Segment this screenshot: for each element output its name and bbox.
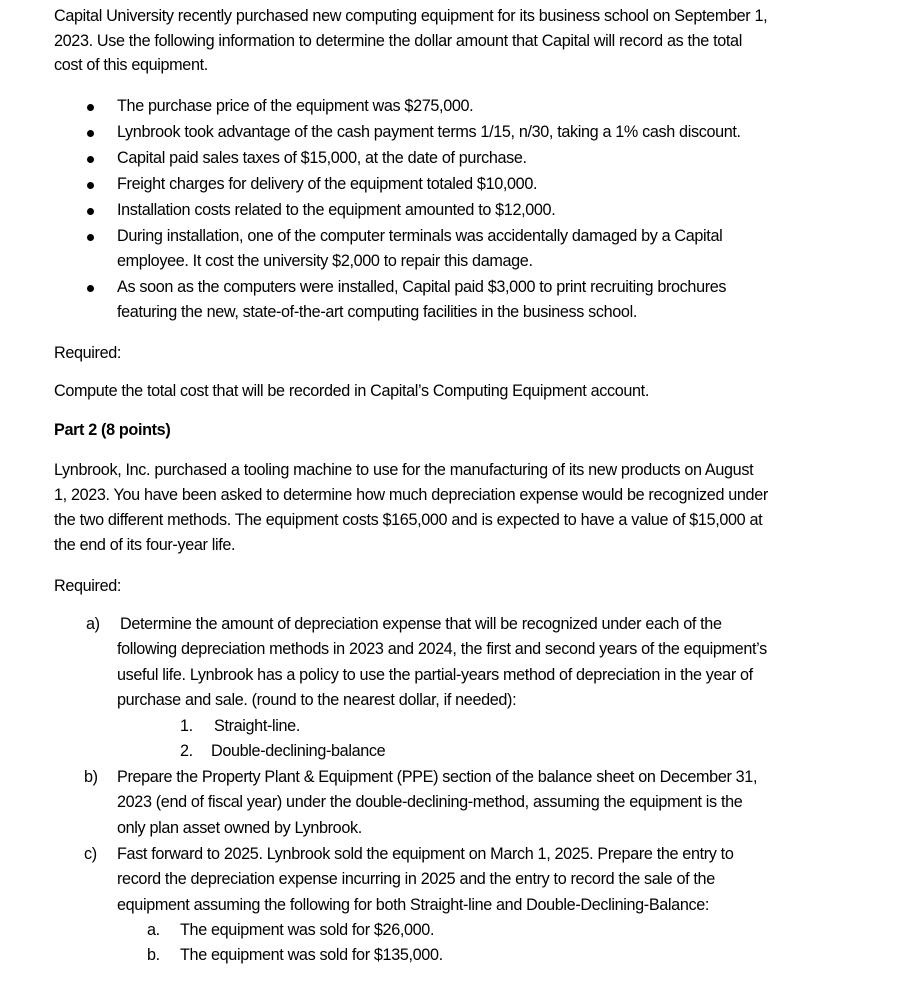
intro-line: 2023. Use the following information to determine the dollar amount that Capital will record as the total xyxy=(54,32,742,50)
list-item: Lynbrook took advantage of the cash payment terms 1/15, n/30, taking a 1% cash discount. xyxy=(117,123,741,141)
list-item: As soon as the computers were installed, Capital paid $3,000 to print recruiting brochures xyxy=(117,278,727,296)
required-text: Compute the total cost that will be recorded in Capital’s Computing Equipment account. xyxy=(54,382,649,400)
part2-line: the end of its four-year life. xyxy=(54,536,236,554)
item-line: purchase and sale. (round to the nearest dollar, if needed): xyxy=(117,691,517,709)
part2-line: the two different methods. The equipment costs $165,000 and is expected to have a value of $15,000 at xyxy=(54,511,763,529)
item-line: equipment assuming the following for both Straight-line and Double-Declining-Balance: xyxy=(117,896,710,914)
item-line: only plan asset owned by Lynbrook. xyxy=(117,819,362,837)
bullet-icon xyxy=(87,104,94,111)
required-label: Required: xyxy=(54,577,122,595)
part2-line: Lynbrook, Inc. purchased a tooling machine to use for the manufacturing of its new products on August xyxy=(54,461,754,479)
item-line: Fast forward to 2025. Lynbrook sold the equipment on March 1, 2025. Prepare the entry to xyxy=(117,845,734,863)
list-item-continuation: featuring the new, state-of-the-art computing facilities in the business school. xyxy=(117,303,637,321)
bullet-icon xyxy=(87,234,94,241)
list-item: Installation costs related to the equipment amounted to $12,000. xyxy=(117,201,556,219)
bullet-icon xyxy=(87,182,94,189)
list-item: The purchase price of the equipment was $275,000. xyxy=(117,97,474,115)
item-line: record the depreciation expense incurring in 2025 and the entry to record the sale of the xyxy=(117,870,715,888)
subitem-marker: a. xyxy=(147,921,160,939)
bullet-icon xyxy=(87,156,94,163)
item-marker: c) xyxy=(84,845,97,863)
bullet-icon xyxy=(87,285,94,292)
subitem-text: The equipment was sold for $26,000. xyxy=(180,921,435,939)
part2-heading: Part 2 (8 points) xyxy=(54,421,171,439)
item-marker: b) xyxy=(84,768,98,786)
item-line: Determine the amount of depreciation expense that will be recognized under each of the xyxy=(120,615,722,633)
list-item: During installation, one of the computer terminals was accidentally damaged by a Capital xyxy=(117,227,723,245)
subitem-marker: b. xyxy=(147,946,160,964)
list-item: Freight charges for delivery of the equipment totaled $10,000. xyxy=(117,175,538,193)
item-line: 2023 (end of fiscal year) under the double-declining-method, assuming the equipment is the xyxy=(117,793,743,811)
intro-line: cost of this equipment. xyxy=(54,56,208,74)
required-label: Required: xyxy=(54,344,122,362)
bullet-icon xyxy=(87,208,94,215)
item-marker: a) xyxy=(86,615,100,633)
item-line: useful life. Lynbrook has a policy to use the partial-years method of depreciation in the year of xyxy=(117,666,753,684)
item-line: following depreciation methods in 2023 and 2024, the first and second years of the equipment’s xyxy=(117,640,767,658)
part2-line: 1, 2023. You have been asked to determine how much depreciation expense would be recognized under xyxy=(54,486,768,504)
intro-line: Capital University recently purchased new computing equipment for its business school on September 1, xyxy=(54,7,768,25)
subitem-text: The equipment was sold for $135,000. xyxy=(180,946,443,964)
subitem-marker: 2. xyxy=(180,742,193,760)
item-line: Prepare the Property Plant & Equipment (PPE) section of the balance sheet on December 31, xyxy=(117,768,758,786)
subitem-marker: 1. xyxy=(180,717,193,735)
list-item-continuation: employee. It cost the university $2,000 to repair this damage. xyxy=(117,252,533,270)
subitem-text: Double-declining-balance xyxy=(211,742,386,760)
subitem-text: Straight-line. xyxy=(214,717,300,735)
bullet-icon xyxy=(87,130,94,137)
list-item: Capital paid sales taxes of $15,000, at the date of purchase. xyxy=(117,149,527,167)
